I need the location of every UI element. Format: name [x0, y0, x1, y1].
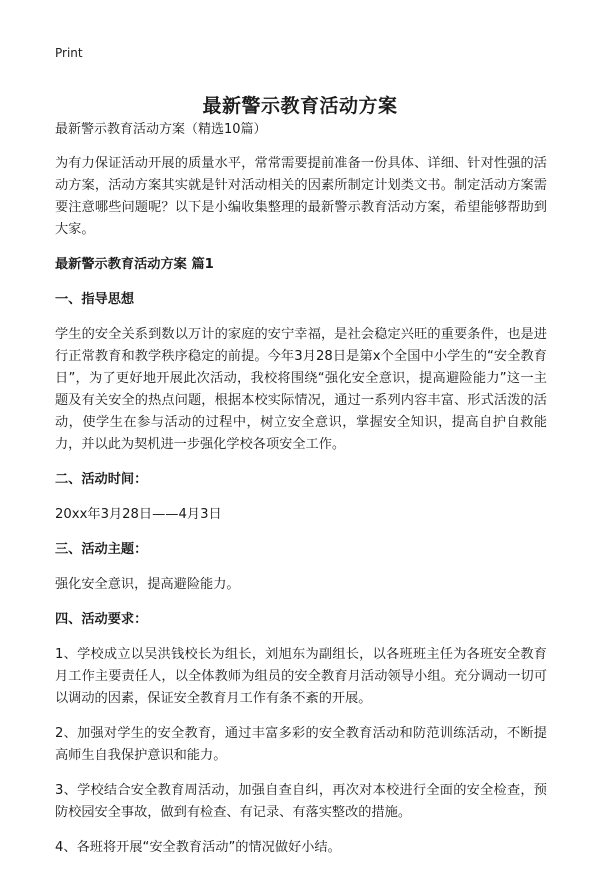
intro-paragraph: 为有力保证活动开展的质量水平，常常需要提前准备一份具体、详细、针对性强的活动方案，活动方案其实就是针对活动相关的因素所制定计划类文书。制定活动方案需要注意哪些问题呢？以下是小编收集整理的最新警示教育活动方案，希望能够帮助到大家。: [55, 156, 547, 237]
print-link[interactable]: Print: [55, 46, 83, 60]
section-paragraph-activity-theme: 强化安全意识，提高避险能力。: [55, 577, 240, 592]
section-heading-activity-time: 二、活动时间：: [55, 472, 148, 487]
article-heading: 最新警示教育活动方案 篇1: [55, 257, 214, 272]
page-title: 最新警示教育活动方案: [202, 94, 398, 117]
article-subtitle: 最新警示教育活动方案（精选10篇）: [55, 122, 267, 137]
section-paragraph-activity-time: 20xx年3月28日——4月3日: [55, 507, 222, 522]
section-paragraph-guiding-ideology: 学生的安全关系到数以万计的家庭的安宁幸福，是社会稳定兴旺的重要条件，也是进行正常教育和教学秩序稳定的前提。今年3月28日是第x个全国中小学生的“安全教育日”，为了更好地开展此次活动，我校将围绕“强化安全意识，提高避险能力”这一主题及有关安全的热点问题，根据本校实际情况，通过一系列内容丰富、形式活泼的活动，使学生在参与活动的过程中，树立安全意识，掌握安全知识，提高自护自救能力，并以此为契机进一步强化学校各项安全工作。: [55, 327, 547, 452]
section-heading-activity-requirements: 四、活动要求：: [55, 612, 148, 627]
section-heading-activity-theme: 三、活动主题：: [55, 542, 148, 557]
article-body: [55, 120, 547, 872]
requirement-item-2: 2、加强对学生的安全教育，通过丰富多彩的安全教育活动和防范训练活动，不断提高师生自我保护意识和能力。: [55, 726, 547, 763]
requirement-item-4: 4、各班将开展“安全教育活动”的情况做好小结。: [55, 840, 341, 855]
requirement-item-1: 1、学校成立以吴洪钱校长为组长，刘旭东为副组长，以各班班主任为各班安全教育月工作主要责任人，以全体教师为组员的安全教育月活动领导小组。充分调动一切可以调动的因素，保证安全教育月工作有条不紊的开展。: [55, 647, 547, 706]
section-heading-guiding-ideology: 一、指导思想: [55, 292, 135, 307]
requirement-item-3: 3、学校结合安全教育周活动，加强自查自纠，再次对本校进行全面的安全检查，预防校园安全事故，做到有检查、有记录、有落实整改的措施。: [55, 783, 547, 820]
